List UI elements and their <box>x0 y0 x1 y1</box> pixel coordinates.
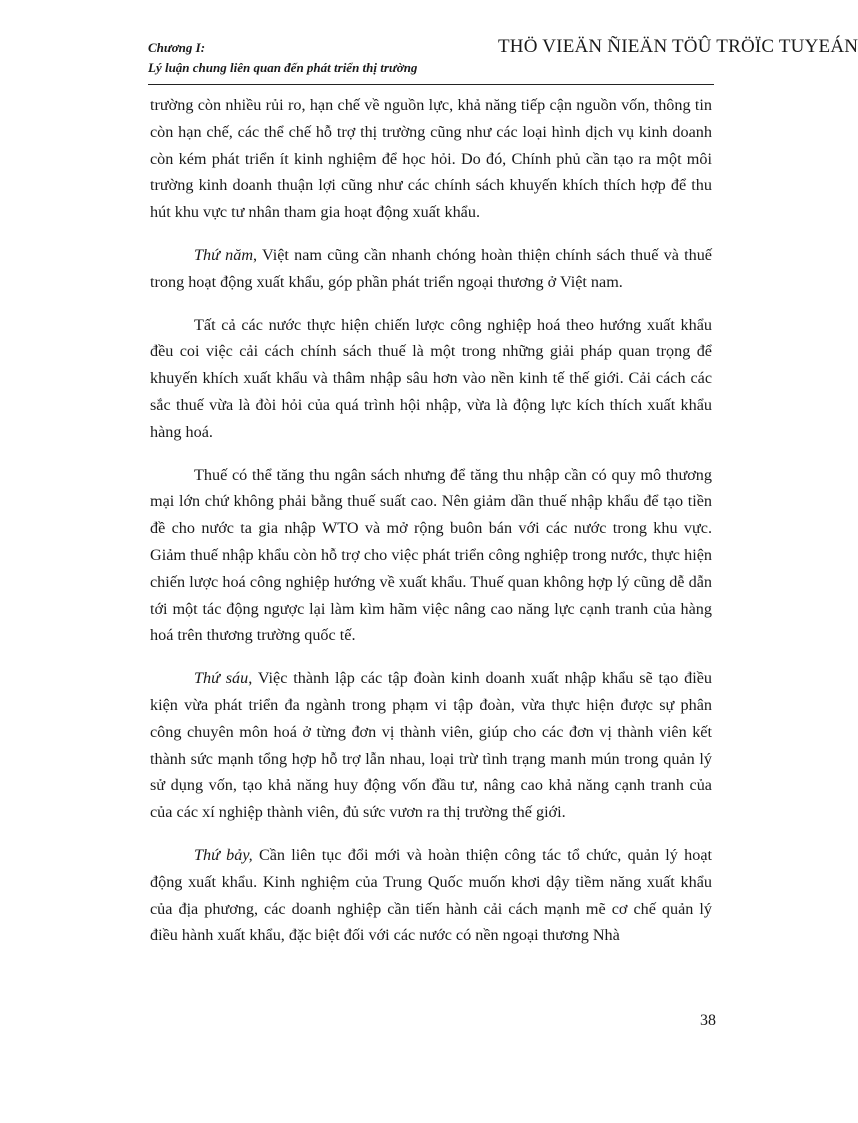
paragraph-text: Thuế có thể tăng thu ngân sách nhưng để tăng thu nhập cần có quy mô thương mại lớn chứ không phải bằng thuế suất cao. Nên giảm dần thuế nhập khẩu để tạo tiền đề cho nước ta gia nhập WTO và mở rộng buôn bán với các nước trong khu vực. Giảm thuế nhập khẩu còn hỗ trợ cho việc phát triển công nghiệp trong nước, thực hiện chiến lược hoá công nghiệp hướng về xuất khẩu. Thuế quan không hợp lý cũng dễ dẫn tới một tác động ngược lại làm kìm hãm việc nâng cao năng lực cạnh tranh của hàng hoá trên thương trường quốc tế. <box>150 465 712 645</box>
page-number: 38 <box>700 1012 716 1029</box>
header-divider <box>148 84 714 85</box>
paragraph-text: trường còn nhiều rủi ro, hạn chế về nguồn lực, khả năng tiếp cận nguồn vốn, thông tin còn hạn chế, các thể chế hỗ trợ thị trường cũng như các loại hình dịch vụ kinh doanh còn kém phát triển ít kinh nghiệm để học hỏi. Do đó, Chính phủ cần tạo ra một môi trường kinh doanh thuận lợi cũng như các chính sách khuyến khích thích hợp để thu hút khu vực tư nhân tham gia hoạt động xuất khẩu. <box>150 96 712 222</box>
paragraph <box>150 665 712 826</box>
chapter-header <box>148 38 417 78</box>
paragraph-lead: Thứ sáu <box>194 669 249 688</box>
paragraph-text: Tất cả các nước thực hiện chiến lược công nghiệp hoá theo hướng xuất khẩu đều coi việc cải cách chính sách thuế là một trong những giải pháp quan trọng để khuyến khích xuất khẩu và thâm nhập sâu hơn vào nền kinh tế thế giới. Cải cách các sắc thuế vừa là đòi hỏi của quá trình hội nhập, vừa là động lực kích thích xuất khẩu hàng hoá. <box>150 315 712 441</box>
paragraph <box>150 462 712 650</box>
paragraph-text: , Việt nam cũng cần nhanh chóng hoàn thiện chính sách thuế và thuế trong hoạt động xuất khẩu, góp phần phát triển ngoại thương ở Việt nam. <box>150 245 712 291</box>
chapter-subtitle: Lý luận chung liên quan đến phát triển thị trường <box>148 60 418 75</box>
paragraph-lead: Thứ năm <box>194 245 254 264</box>
paragraph-text: Cần liên tục đổi mới và hoàn thiện công tác tổ chức, quản lý hoạt động xuất khẩu. Kinh nghiệm của Trung Quốc muốn khơi dậy tiềm năng xuất khẩu của địa phương, các doanh nghiệp cần tiến hành cải cách mạnh mẽ cơ chế quản lý điều hành xuất khẩu, đặc biệt đối với các nước có nền ngoại thương Nhà <box>150 845 712 945</box>
chapter-title: Chương I: <box>148 40 206 55</box>
paragraph-text: , Việc thành lập các tập đoàn kinh doanh xuất nhập khẩu sẽ tạo điều kiện vừa phát triển đa ngành trong phạm vi tập đoàn, vừa thực hiện được sự phân công chuyên môn hoá ở từng đơn vị thành viên, giúp cho các đơn vị thành viên kết thành sức mạnh tổng hợp hỗ trợ lẫn nhau, loại trừ tình trạng manh mún trong quản lý sử dụng vốn, tạo khả năng huy động vốn đầu tư, nâng cao khả năng cạnh tranh của của các xí nghiệp thành viên, đủ sức vươn ra thị trường thế giới. <box>150 669 712 822</box>
paragraph <box>150 92 712 226</box>
library-banner: THÖ VIEÄN ÑIEÄN TÖÛ TRÖÏC TUYEÁN <box>498 36 858 57</box>
body-text <box>150 92 712 965</box>
paragraph <box>150 842 712 949</box>
paragraph-lead: Thứ bảy, <box>194 845 253 864</box>
paragraph <box>150 312 712 446</box>
paragraph <box>150 242 712 296</box>
